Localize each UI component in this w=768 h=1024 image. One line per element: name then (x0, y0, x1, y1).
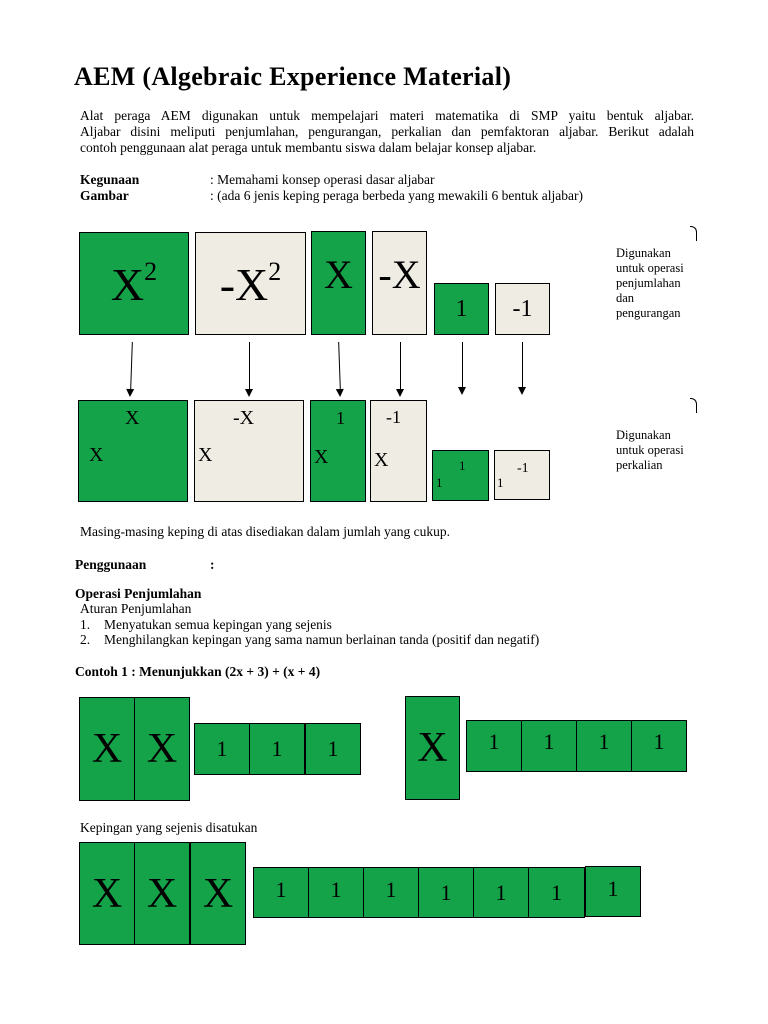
intro-line-3: contoh penggunaan alat peraga untuk membantu siswa dalam belajar konsep aljabar. (80, 140, 537, 155)
example-tile-x: X (134, 697, 190, 801)
brace-top (690, 226, 697, 241)
tile-neg-one: -1 (495, 283, 550, 335)
example-tile-x: X (405, 696, 460, 800)
mult-tile-x-squared: X X (78, 400, 188, 502)
combined-tile-one: 1 (585, 866, 641, 917)
penggunaan-label: Penggunaan (75, 557, 147, 572)
combined-tile-one: 1 (363, 867, 419, 918)
combined-tile-x: X (190, 842, 246, 945)
example-1-title: Contoh 1 : Menunjukkan (2x + 3) + (x + 4) (75, 664, 321, 679)
arrow-neg-one (522, 342, 523, 388)
arrow-x (338, 342, 341, 390)
tile-x-squared (79, 232, 189, 335)
arrow-neg-x-squared (249, 342, 250, 390)
example-tile-one: 1 (631, 720, 687, 772)
tile-x-squared-label: $X^2$ (110, 257, 158, 310)
intro-line-1: Alat peraga AEM digunakan untuk mempelajari materi matematika di SMP yaitu bentuk aljabar. (80, 108, 694, 123)
rule-item: 1. Menyatukan semua kepingan yang sejenis (80, 617, 332, 632)
note-addition: Digunakan untuk operasi penjumlahan dan pengurangan (616, 246, 684, 320)
rules-title: Aturan Penjumlahan (80, 601, 192, 616)
combined-tile-one: 1 (308, 867, 364, 918)
kegunaan-label: Kegunaan (80, 172, 140, 187)
page-title: AEM (Algebraic Experience Material) (74, 62, 512, 91)
rule-item: 2. Menghilangkan kepingan yang sama namun berlainan tanda (positif dan negatif) (80, 632, 540, 647)
brace-bottom (690, 398, 697, 413)
combined-tile-one: 1 (418, 867, 474, 918)
arrow-neg-x (400, 342, 401, 390)
tile-x: X (311, 231, 366, 335)
section-title-addition: Operasi Penjumlahan (75, 586, 202, 601)
example-tile-one: 1 (466, 720, 522, 772)
penggunaan-colon: : (210, 557, 215, 572)
combined-tile-one: 1 (528, 867, 585, 918)
combined-caption: Kepingan yang sejenis disatukan (80, 820, 258, 835)
arrow-x-squared (130, 342, 133, 390)
gambar-value: : (ada 6 jenis keping peraga berbeda yang mewakili 6 bentuk aljabar) (210, 188, 583, 203)
example-tile-one: 1 (194, 723, 250, 775)
example-tile-one: 1 (576, 720, 632, 772)
note-multiplication: Digunakan untuk operasi perkalian (616, 428, 684, 472)
combined-tile-one: 1 (253, 867, 309, 918)
example-tile-one: 1 (305, 723, 361, 775)
supply-note: Masing-masing keping di atas disediakan dalam jumlah yang cukup. (80, 524, 451, 539)
mult-tile-x: 1 X (310, 400, 366, 502)
mult-tile-neg-x-squared: -X X (194, 400, 304, 502)
gambar-label: Gambar (80, 188, 129, 203)
example-tile-one: 1 (521, 720, 577, 772)
combined-tile-x: X (79, 842, 135, 945)
example-tile-x: X (79, 697, 135, 801)
example-tile-one: 1 (249, 723, 305, 775)
intro-paragraph (80, 108, 694, 156)
tile-neg-x-squared (195, 232, 306, 335)
kegunaan-value: : Memahami konsep operasi dasar aljabar (210, 172, 435, 187)
combined-tile-one: 1 (473, 867, 529, 918)
tile-one: 1 (434, 283, 489, 335)
mult-tile-neg-one: -1 1 (494, 450, 550, 500)
mult-tile-one: 1 1 (432, 450, 489, 501)
combined-tile-x: X (134, 842, 190, 945)
tile-neg-x-squared-label: $-X^2$ (219, 257, 282, 310)
tile-neg-x: -X (372, 231, 427, 335)
mult-tile-neg-x: -1 X (370, 400, 427, 502)
arrow-one (462, 342, 463, 388)
intro-line-2: Aljabar disini meliputi penjumlahan, pengurangan, perkalian dan pemfaktoran aljabar. Berikut adalah (80, 124, 694, 139)
